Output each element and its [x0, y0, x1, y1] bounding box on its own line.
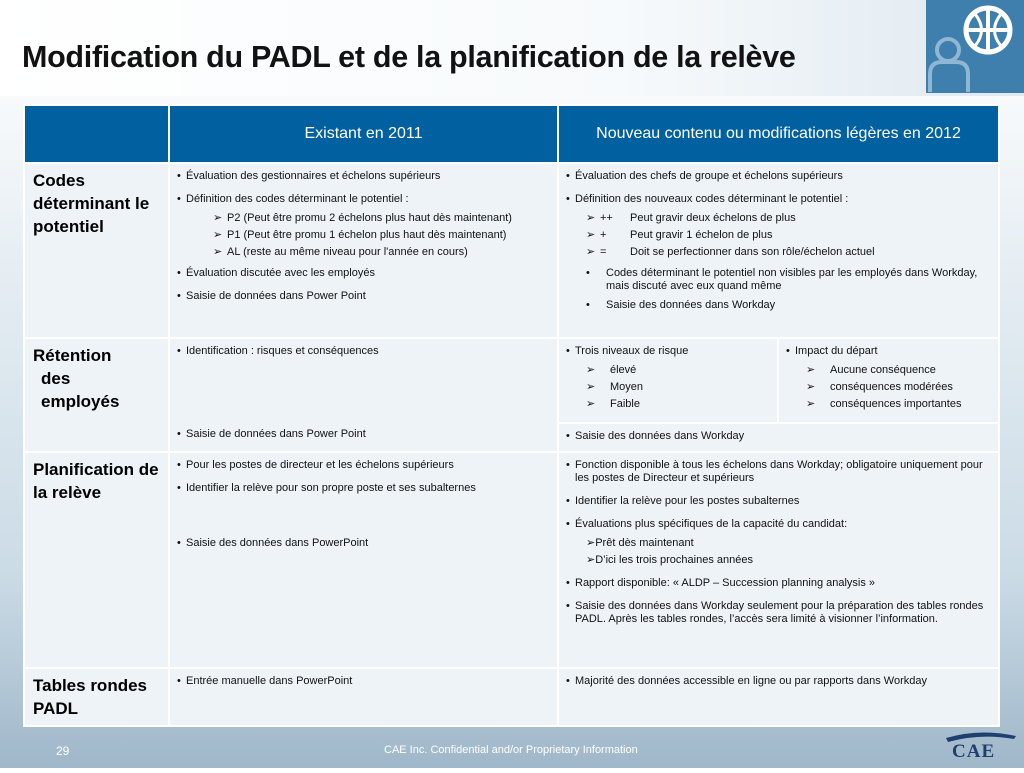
retention-new-cell: • Saisie des données dans Workday [558, 423, 999, 452]
list-item: Saisie de données dans Power Point [186, 428, 366, 440]
list-item: Identifier la relève pour son propre poste et ses subalternes [186, 482, 476, 494]
arrow-bullet-icon: ➢ [586, 381, 596, 393]
arrow-bullet-icon: ➢ [586, 364, 596, 376]
list-item: Moyen [610, 381, 644, 393]
tables-existing-cell: • Entrée manuelle dans PowerPoint [169, 668, 558, 726]
code-symbol: ++ [600, 212, 613, 224]
arrow-bullet-icon: ➢ [586, 246, 596, 258]
list-item: Peut gravir deux échelons de plus [630, 212, 796, 224]
row-label-retention [24, 338, 169, 452]
list-item: Codes déterminant le potentiel non visibles par les employés dans Workday, mais discuté avec eux quand même [606, 267, 978, 292]
header-empty-cell [24, 105, 169, 163]
planning-new-cell: • Fonction disponible à tous les échelons dans Workday; obligatoire uniquement pour les postes de Directeur et supérieurs • Identifier la relève pour les postes subalternes • Évaluations plus spécifiques de la capacité du candidat: ➢Prêt dès maintenant ➢D’ici les trois prochaines années • Rapport disponible: « ALDP – Succession planning analysis » • Saisie des données dans Workday seulement pour la préparation des tables rondes PADL. Après les tables rondes, l’accès sera limité à visionner l’information. [558, 452, 999, 668]
list-item: Faible [610, 398, 640, 410]
header-new-2012: Nouveau contenu ou modifications légères en 2012 [558, 105, 999, 163]
arrow-bullet-icon: ➢ [806, 398, 816, 410]
list-item: AL (reste au même niveau pour l'année en cours) [227, 246, 468, 258]
list-item: Peut gravir 1 échelon de plus [630, 229, 773, 241]
list-item: Saisie de données dans Power Point [186, 290, 366, 302]
list-item: Identifier la relève pour les postes subalternes [575, 495, 800, 507]
row-tables [24, 668, 999, 726]
list-item: élevé [610, 364, 637, 376]
planning-existing-cell: • Pour les postes de directeur et les échelons supérieurs • Identifier la relève pour son propre poste et ses subalternes • Saisie des données dans PowerPoint [169, 452, 558, 668]
row-label-tables: Tables rondes PADL [24, 668, 169, 726]
comparison-table [23, 104, 1000, 727]
row-label-codes: Codes déterminant le potentiel [24, 163, 169, 338]
list-item: Prêt dès maintenant [595, 537, 694, 549]
arrow-bullet-icon: ➢ [213, 212, 223, 224]
arrow-bullet-icon: ➢ [806, 364, 816, 376]
page-number: 29 [56, 744, 70, 758]
list-item: Évaluation des chefs de groupe et échelons supérieurs [575, 170, 843, 182]
list-item: Évaluation des gestionnaires et échelons supérieurs [186, 170, 441, 182]
retention-impact-cell: • Impact du départ ➢ Aucune conséquence ➢ conséquences modérées ➢ conséquences importantes [778, 338, 999, 423]
list-item: Définition des nouveaux codes déterminant le potentiel : [575, 193, 849, 205]
slide-title: Modification du PADL et de la planification de la relève [22, 40, 796, 74]
list-item: Évaluation discutée avec les employés [186, 267, 375, 279]
retention-existing-cell: • Identification : risques et conséquences • Saisie de données dans Power Point [169, 338, 558, 452]
row-planning [24, 452, 999, 668]
list-item: Saisie des données dans Workday [575, 430, 745, 442]
list-item: Doit se perfectionner dans son rôle/échelon actuel [630, 246, 875, 258]
list-item: Saisie des données dans Workday [606, 299, 776, 311]
code-symbol: + [600, 229, 607, 241]
list-item: Définition des codes déterminant le potentiel : [186, 193, 409, 205]
arrow-bullet-icon: ➢ [586, 398, 596, 410]
list-item: Trois niveaux de risque [575, 345, 689, 357]
list-item: Majorité des données accessible en ligne ou par rapports dans Workday [575, 675, 927, 687]
list-item: Évaluations plus spécifiques de la capacité du candidat: [575, 518, 848, 530]
codes-new-cell: • Évaluation des chefs de groupe et échelons supérieurs • Définition des nouveaux codes déterminant le potentiel : ➢ ++ Peut gravir deux échelons de plus ➢ + Peut gravir 1 échelon de plus ➢ = Doit se perfectionner dans son rôle/échelon actuel • Codes déterminant le potentiel non visibles par les employés dans Workday, mais discuté avec eux quand même • Saisie des données dans Workday [558, 163, 999, 338]
arrow-bullet-icon: ➢ [213, 229, 223, 241]
arrow-bullet-icon: ➢ [806, 381, 816, 393]
list-item: P1 (Peut être promu 1 échelon plus haut dès maintenant) [227, 229, 507, 241]
code-symbol: = [600, 246, 607, 258]
retention-risk-cell: • Trois niveaux de risque ➢ élevé ➢ Moyen ➢ Faible [558, 338, 778, 423]
table-header-row [24, 105, 999, 163]
row-codes [24, 163, 999, 338]
arrow-bullet-icon: ➢ [586, 212, 596, 224]
row-label-planning: Planification de la relève [24, 452, 169, 668]
list-item: Rapport disponible: « ALDP – Succession planning analysis » [575, 577, 876, 589]
globe-person-icon [926, 0, 1024, 93]
list-item: Identification : risques et conséquences [186, 345, 379, 357]
list-item: Pour les postes de directeur et les échelons supérieurs [186, 459, 454, 471]
list-item: Entrée manuelle dans PowerPoint [186, 675, 353, 687]
list-item: Fonction disponible à tous les échelons dans Workday; obligatoire uniquement pour les postes de Directeur et supérieurs [575, 459, 983, 484]
list-item: Impact du départ [795, 345, 878, 357]
cae-logo-text: CAE [952, 741, 996, 762]
arrow-bullet-icon: ➢ [213, 246, 223, 258]
list-item: D’ici les trois prochaines années [595, 554, 753, 566]
list-item: conséquences importantes [830, 398, 962, 410]
row-label-line: des [41, 369, 71, 388]
row-retention-a [24, 338, 999, 423]
arrow-bullet-icon: ➢ [586, 537, 596, 549]
header-existing-2011: Existant en 2011 [169, 105, 558, 163]
row-label-line: employés [41, 392, 120, 411]
list-item: conséquences modérées [830, 381, 953, 393]
list-item: Saisie des données dans Workday seulement pour la préparation des tables rondes PADL. Après les tables rondes, l’accès sera limité à visionner l’information. [575, 600, 984, 625]
codes-existing-cell: • Évaluation des gestionnaires et échelons supérieurs • Définition des codes déterminant le potentiel : ➢ P2 (Peut être promu 2 échelons plus haut dès maintenant) ➢ P1 (Peut être promu 1 échelon plus haut dès maintenant) ➢ AL (reste au même niveau pour l'année en cours) • Évaluation discutée avec les employés • Saisie de données dans Power Point [169, 163, 558, 338]
list-item: P2 (Peut être promu 2 échelons plus haut dès maintenant) [227, 212, 512, 224]
tables-new-cell: • Majorité des données accessible en ligne ou par rapports dans Workday [558, 668, 999, 726]
arrow-bullet-icon: ➢ [586, 229, 596, 241]
list-item: Aucune conséquence [830, 364, 936, 376]
footer-text: CAE Inc. Confidential and/or Proprietary Information [384, 744, 638, 756]
list-item: Saisie des données dans PowerPoint [186, 537, 369, 549]
arrow-bullet-icon: ➢ [586, 554, 596, 566]
row-label-line: Rétention [33, 346, 112, 365]
